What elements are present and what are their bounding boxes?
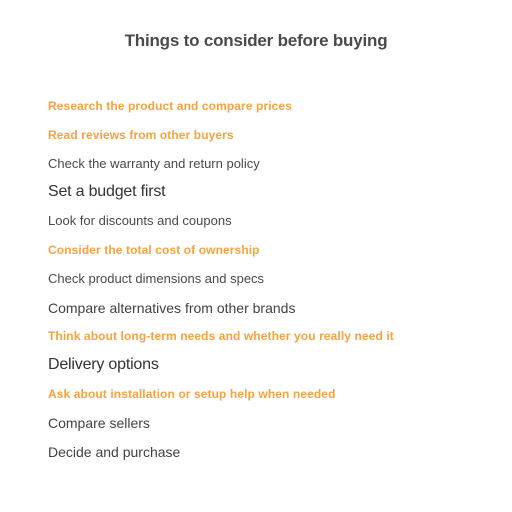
list-item-text: Consider the total cost of ownership — [48, 242, 260, 257]
list-item-text: Set a budget first — [48, 183, 166, 201]
list-item — [48, 211, 498, 240]
list-item-text: Delivery options — [48, 356, 159, 374]
list-item-text: Compare sellers — [48, 414, 150, 431]
list-item-text: Compare alternatives from other brands — [48, 299, 296, 316]
list-item-text: Check the warranty and return policy — [48, 155, 260, 171]
list-item — [48, 442, 498, 471]
list-item-text: Research the product and compare prices — [48, 99, 292, 113]
list-item — [48, 413, 498, 442]
list-item — [48, 384, 498, 413]
list-item-text: Think about long-term needs and whether you really need it — [48, 329, 394, 344]
list-item — [48, 96, 498, 125]
considerations-list — [48, 96, 498, 470]
list-item — [48, 125, 498, 154]
list-item-text: Ask about installation or setup help when needed — [48, 386, 336, 401]
list-item — [48, 182, 498, 211]
list-item — [48, 298, 498, 327]
list-item — [48, 240, 498, 269]
list-item — [48, 326, 498, 355]
list-item-text: Look for discounts and coupons — [48, 213, 232, 229]
list-item-text: Decide and purchase — [48, 443, 181, 460]
list-item-text: Check product dimensions and specs — [48, 270, 265, 286]
page-title: Things to consider before buying — [124, 31, 388, 50]
list-item — [48, 355, 498, 384]
list-item — [48, 269, 498, 298]
list-item — [48, 154, 498, 183]
list-item-text: Read reviews from other buyers — [48, 127, 234, 142]
